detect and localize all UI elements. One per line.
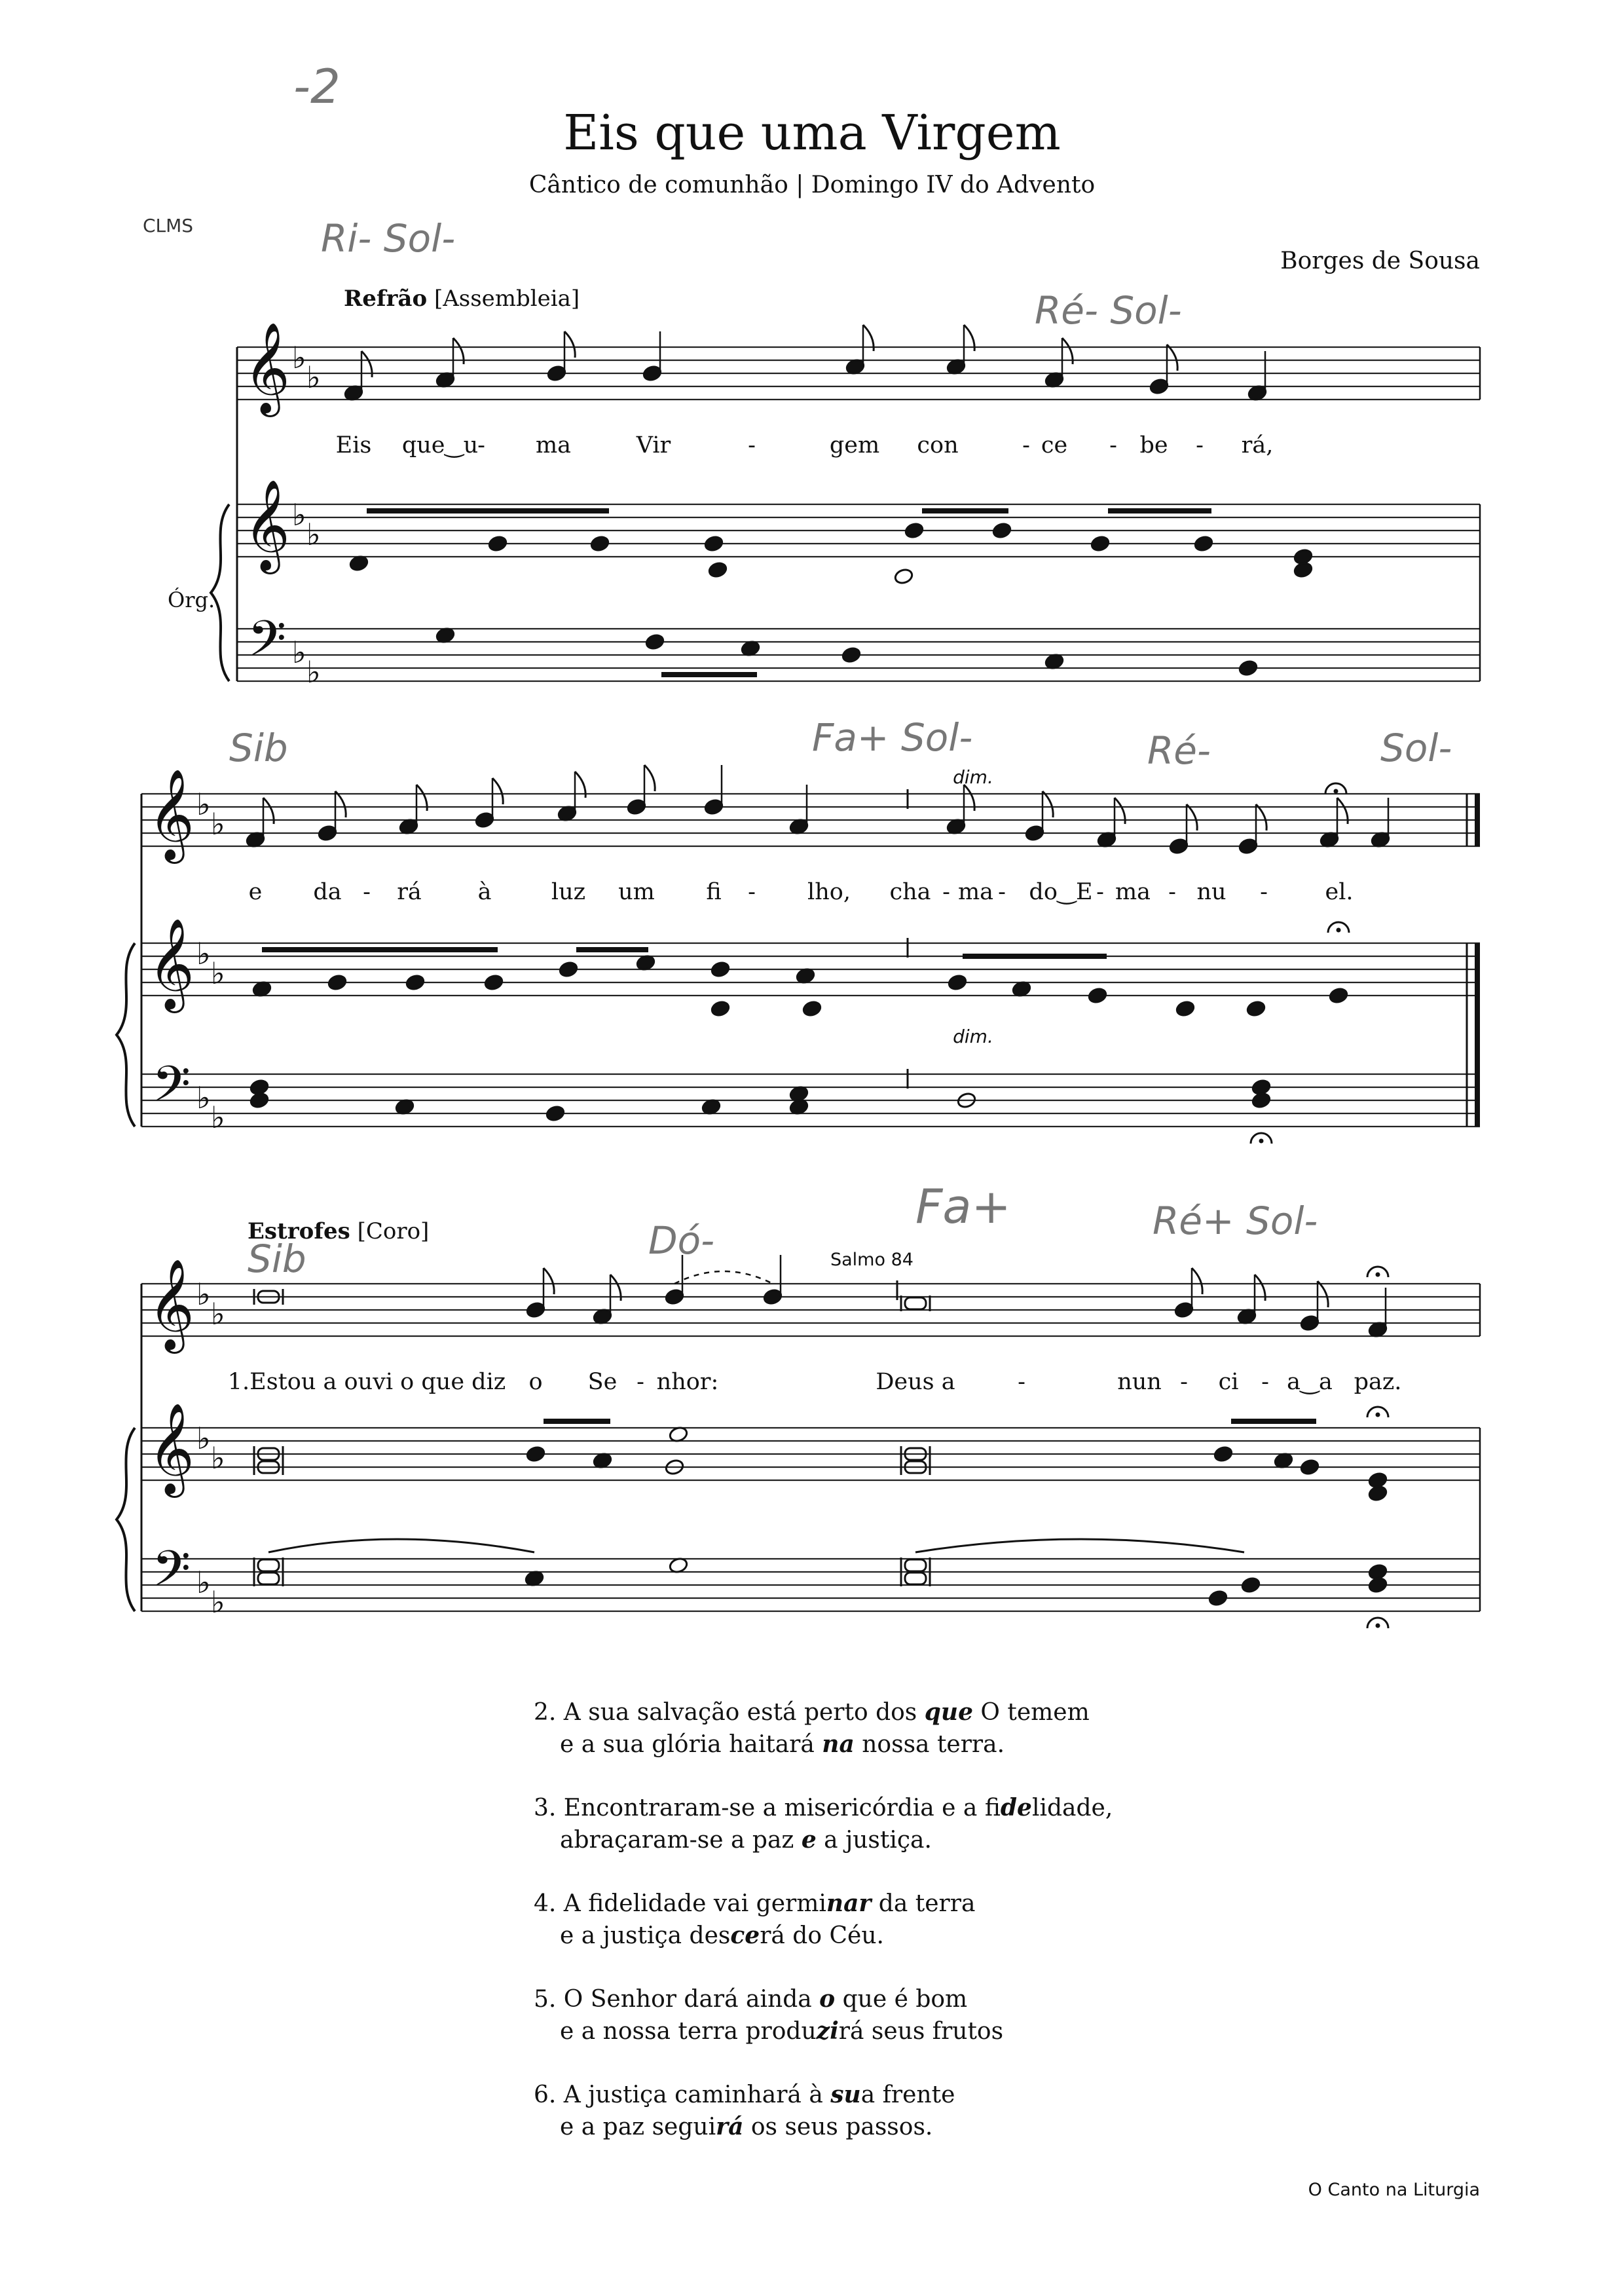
lyric-syllable: gem [829,432,880,458]
note-flag [492,778,503,804]
verse-accent-syllable: na [822,1730,855,1758]
treble-clef-icon: 𝄞 [148,918,194,1009]
handwritten-chord: Sib [248,1237,306,1281]
flat-sign-icon: ♭ [292,635,306,670]
page-title: Eis que uma Virgem [563,105,1061,161]
note-head [1208,1590,1228,1607]
breve-note [258,1559,279,1571]
flat-sign-icon: ♭ [292,497,306,532]
verse-accent-syllable: que [924,1698,973,1726]
note-head [948,974,968,992]
verse-item [534,1983,1113,2047]
handwritten-chord: Ré- Sol- [1035,288,1182,333]
lyric-syllable: um [618,879,655,905]
verse-accent-syllable: de [1000,1794,1032,1821]
verse-text: 4. A fidelidade vai germi [534,1890,826,1917]
flat-sign-icon: ♭ [196,787,211,822]
verse-line [534,1792,1113,1824]
handwritten-chord: Ri- Sol- [321,216,456,261]
lyric-syllable: 1.Estou a ouvi o que diz [227,1369,506,1395]
verse-text: que é bom [835,1986,968,2013]
flat-sign-icon: ♭ [196,1421,211,1456]
verse-accent-syllable: ce [730,1922,760,1949]
flat-sign-icon: ♭ [211,1100,225,1135]
fermata-dot [1334,789,1338,794]
handwritten-chord: Ré+ Sol- [1153,1199,1318,1243]
lyric-syllable: a‿a [1287,1369,1333,1395]
flat-sign-icon: ♭ [211,1296,225,1332]
lyric-syllable: Eis [335,432,372,458]
lyric-syllable: nu [1196,879,1227,905]
lyric-syllable: - [1180,1369,1188,1395]
treble-clef-icon: 𝄞 [148,1259,194,1350]
lyric-syllable: ce [1041,432,1068,458]
note-flag [335,791,346,817]
verse-text: O temem [972,1699,1090,1726]
note-head [1213,1446,1234,1463]
flat-sign-icon: ♭ [211,956,225,991]
note-head [992,522,1012,540]
note-head [645,633,665,651]
note-head [1368,1485,1388,1502]
verse-accent-syllable: zi [816,2017,839,2045]
note-head [1368,1577,1388,1594]
lyric-syllable: ci [1218,1369,1239,1395]
note-flag [564,331,575,358]
verse-text: 2. A sua salvação está perto dos [534,1699,925,1726]
brace [117,1428,135,1611]
lyric-syllable: cha [889,879,931,905]
lyric-syllable: rá [397,879,422,905]
lyric-syllable: fi [706,879,722,905]
tie [268,1539,534,1552]
note-flag [1318,1281,1328,1307]
verse-line [534,2111,1113,2143]
verse-text: rá seus frutos [838,2018,1004,2045]
bass-clef-icon: 𝄢 [152,1055,191,1125]
note-flag [1167,345,1177,371]
note-head [249,1092,270,1110]
verse-accent-syllable: e [801,1826,817,1854]
note-head [802,1000,822,1018]
lyric-syllable: e [248,879,263,905]
verse-text: nossa terra. [854,1731,1005,1758]
lyric-syllable: - [748,879,756,905]
lyric-syllable: - [1261,1369,1269,1395]
note-head [710,961,731,979]
verses-list [534,1696,1113,2174]
lyric-syllable: - [998,879,1006,905]
refrain-label-performer: [Assembleia] [427,286,580,312]
note-head [1088,987,1108,1005]
note-head [327,974,348,992]
note-head [708,561,728,579]
lyric-syllable: - [363,879,371,905]
note-flag [1256,804,1266,830]
composer-name: Borges de Sousa [1280,248,1480,274]
bass-clef-icon: 𝄢 [248,610,287,680]
note-head [484,974,504,992]
verse-line [534,1824,1113,1856]
verse-accent-syllable: nar [826,1890,872,1917]
lyric-syllable: - [477,432,485,458]
handwritten-chord: Fa+ [915,1179,1011,1234]
note-flag [1187,804,1197,830]
lyric-syllable: - [942,879,950,905]
verse-text: 5. O Senhor dará ainda [534,1986,820,2013]
verse-text: os seus passos. [743,2114,933,2140]
verse-accent-syllable: su [830,2081,861,2108]
treble-clef-icon: 𝄞 [148,1403,194,1494]
verse-text: e a sua glória haitará [560,1731,822,1758]
note-head [1251,1092,1272,1110]
refrain-label-bold: Refrão [344,286,428,312]
lyric-syllable: - [1260,879,1268,905]
dynamic-dim-organ: dim. [953,1026,993,1047]
verse-text: e a justiça des [560,1922,731,1949]
flat-sign-icon: ♭ [196,936,211,971]
flat-sign-icon: ♭ [211,1440,225,1476]
note-head [1241,1577,1261,1594]
note-head [1238,660,1259,677]
note-head [590,535,610,553]
verse-text: abraçaram-se a paz [560,1827,802,1854]
lyric-syllable: Deus a [876,1369,955,1395]
flat-sign-icon: ♭ [306,517,321,552]
verse-line [534,1888,1113,1920]
fermata-dot [1259,1139,1264,1144]
organ-label: Órg. [168,588,215,612]
fermata-dot [1376,1413,1380,1417]
lyric-syllable: ma [957,879,994,905]
verse-item [534,1696,1113,1761]
note-flag [1043,791,1053,817]
lyric-syllable: Se [587,1369,618,1395]
flat-sign-icon: ♭ [211,806,225,842]
lyric-syllable: nun [1117,1369,1162,1395]
page-subtitle: Cântico de comunhão | Domingo IV do Advento [528,172,1096,198]
verse-accent-syllable: rá [716,2113,744,2140]
verse-line [534,1983,1113,2015]
lyric-syllable: - [748,432,756,458]
lyric-syllable: lho, [807,879,851,905]
lyric-syllable: rá, [1241,432,1274,458]
note-head [488,535,508,553]
handwritten-chord: Sol- [1380,726,1452,770]
verse-text: e a paz segui [560,2114,716,2140]
lyric-syllable: nhor: [656,1369,719,1395]
verse-text: rá do Céu. [760,1922,884,1949]
verses-label-bold: Estrofes [248,1218,350,1244]
lyric-syllable: be [1139,432,1168,458]
lyric-syllable: à [477,879,492,905]
flat-sign-icon: ♭ [292,340,306,375]
flat-sign-icon: ♭ [306,654,321,690]
breve-note [905,1573,926,1584]
verse-text: e a nossa terra produ [560,2018,817,2045]
note-head [894,568,914,586]
note-head [526,1446,546,1463]
lyric-syllable: el. [1325,879,1354,905]
brace [117,943,135,1127]
psalm-reference: Salmo 84 [830,1250,913,1270]
lyric-syllable: con [917,432,959,458]
fermata-dot [1376,1273,1380,1277]
breve-note [905,1559,926,1571]
lyric-syllable: Vir [636,432,671,458]
handwritten-chord: Dó- [648,1218,715,1263]
verse-text: da terra [871,1890,976,1917]
verse-accent-syllable: o [819,1985,836,2013]
lyric-syllable: - [1018,1369,1025,1395]
note-flag [1192,1268,1202,1294]
lyric-syllable: - [1196,432,1204,458]
handwritten-chord: Fa+ Sol- [812,715,973,760]
flat-sign-icon: ♭ [196,1277,211,1312]
treble-clef-icon: 𝄞 [148,769,194,860]
verse-text: lidade, [1031,1795,1113,1821]
lyric-syllable: ma [1115,879,1151,905]
verse-line [534,2079,1113,2111]
handwritten-page-number: -2 [293,59,341,114]
verse-line [534,1696,1113,1728]
verse-line [534,2015,1113,2047]
catalog-code: CLMS [143,215,194,236]
note-head [1329,987,1349,1005]
lyric-syllable: o [528,1369,543,1395]
verses-label-performer: [Coro] [350,1218,430,1244]
tie [915,1539,1244,1552]
breve-note [258,1573,279,1584]
lyric-syllable: luz [551,879,586,905]
verse-text: a frente [860,2081,955,2108]
fermata-dot [1337,928,1341,933]
flat-sign-icon: ♭ [196,1565,211,1600]
verse-text: 3. Encontraram-se a misericórdia e a fi [534,1795,1001,1821]
tie-dashed [674,1271,773,1284]
bass-clef-icon: 𝄢 [152,1540,191,1610]
verse-line [534,1920,1113,1952]
flat-sign-icon: ♭ [196,1080,211,1115]
note-flag [544,1268,554,1294]
source-credit: O Canto na Liturgia [1308,2180,1480,2200]
handwritten-chord: Ré- [1147,728,1211,773]
note-head [1293,561,1314,579]
lyric-syllable: - [1109,432,1117,458]
note-head [1246,1000,1266,1018]
lyric-syllable: da [313,879,342,905]
note-head [904,522,925,540]
note-head [1194,535,1214,553]
lyric-syllable: do‿E [1029,879,1093,905]
lyric-syllable: paz. [1354,1369,1402,1395]
verse-text: a justiça. [816,1827,932,1854]
verse-item [534,1888,1113,1952]
treble-clef-icon: 𝄞 [244,479,290,570]
verse-item [534,2079,1113,2143]
breve-note [905,1297,926,1309]
verse-line [534,1728,1113,1761]
note-head [1175,1000,1196,1018]
verse-item [534,1792,1113,1856]
note-flag [644,765,655,791]
lyric-syllable: que‿u [401,432,479,458]
flat-sign-icon: ♭ [211,1584,225,1620]
lyric-syllable: - [1168,879,1176,905]
note-head [559,961,579,979]
handwritten-chord: Sib [229,726,288,770]
lyric-syllable: - [637,1369,644,1395]
note-head [1300,1459,1320,1476]
brace [211,504,229,681]
note-head [704,535,724,553]
lyric-syllable: - [1096,879,1104,905]
lyric-syllable: - [1022,432,1030,458]
flat-sign-icon: ♭ [306,360,321,395]
fermata-dot [1376,1624,1380,1628]
dynamic-dim-voice: dim. [953,766,993,788]
lyric-syllable: ma [535,432,572,458]
note-head [545,1105,566,1123]
verse-text: 6. A justiça caminhará à [534,2081,831,2108]
note-head [710,1000,731,1018]
note-head [841,646,862,664]
note-head [405,974,426,992]
note-head [1090,535,1111,553]
treble-clef-icon: 𝄞 [244,322,290,413]
